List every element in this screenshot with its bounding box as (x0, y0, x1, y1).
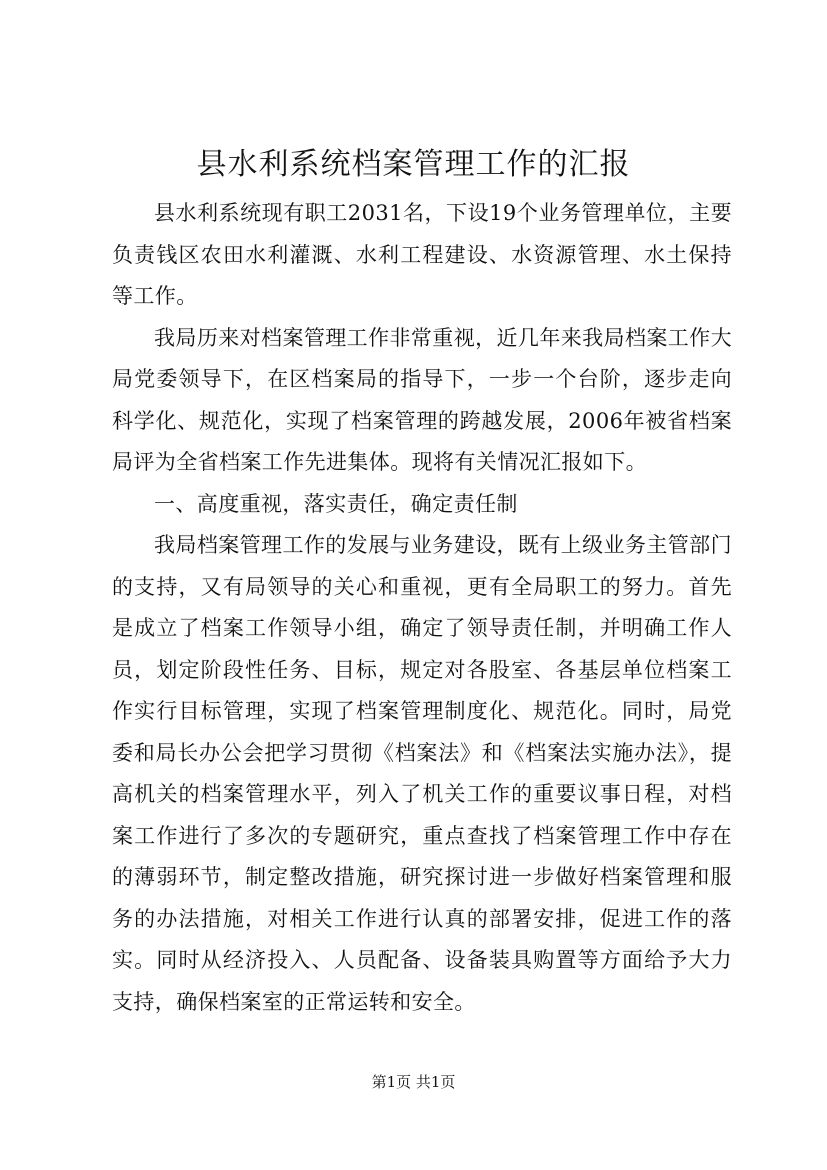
section-heading: 一、高度重视，落实责任，确定责任制 (154, 491, 518, 516)
paragraph-history: 我局历来对档案管理工作非常重视，近几年来我局档案工作大局党委领导下，在区档案局的指导下，一步一个台阶，逐步走向科学化、规范化，实现了档案管理的跨越发展，2006年被省档案局评为全省档案工作先进集体。现将有关情况汇报如下。 (112, 325, 732, 474)
page-footer: 第1页 共1页 (371, 1073, 456, 1091)
paragraph-intro: 县水利系统现有职工2031名，下设19个业务管理单位，主要负责钱区农田水利灌溉、水利工程建设、水资源管理、水土保持等工作。 (112, 201, 732, 308)
document-title: 县水利系统档案管理工作的汇报 (196, 147, 631, 182)
paragraph-section-one: 我局档案管理工作的发展与业务建设，既有上级业务主管部门的支持，又有局领导的关心和重视，更有全局职工的努力。首先是成立了档案工作领导小组，确定了领导责任制，并明确工作人员，划定阶段性任务、目标，规定对各股室、各基层单位档案工作实行目标管理，实现了档案管理制度化、规范化。同时，局党委和局长办公会把学习贯彻《档案法》和《档案法实施办法》，提高机关的档案管理水平，列入了机关工作的重要议事日程，对档案工作进行了多次的专题研究，重点查找了档案管理工作中存在的薄弱环节，制定整改措施，研究探讨进一步做好档案管理和服务的办法措施，对相关工作进行认真的部署安排，促进工作的落实。同时从经济投入、人员配备、设备装具购置等方面给予大力支持，确保档案室的正常运转和安全。 (112, 533, 732, 1014)
document-body (112, 193, 732, 1023)
